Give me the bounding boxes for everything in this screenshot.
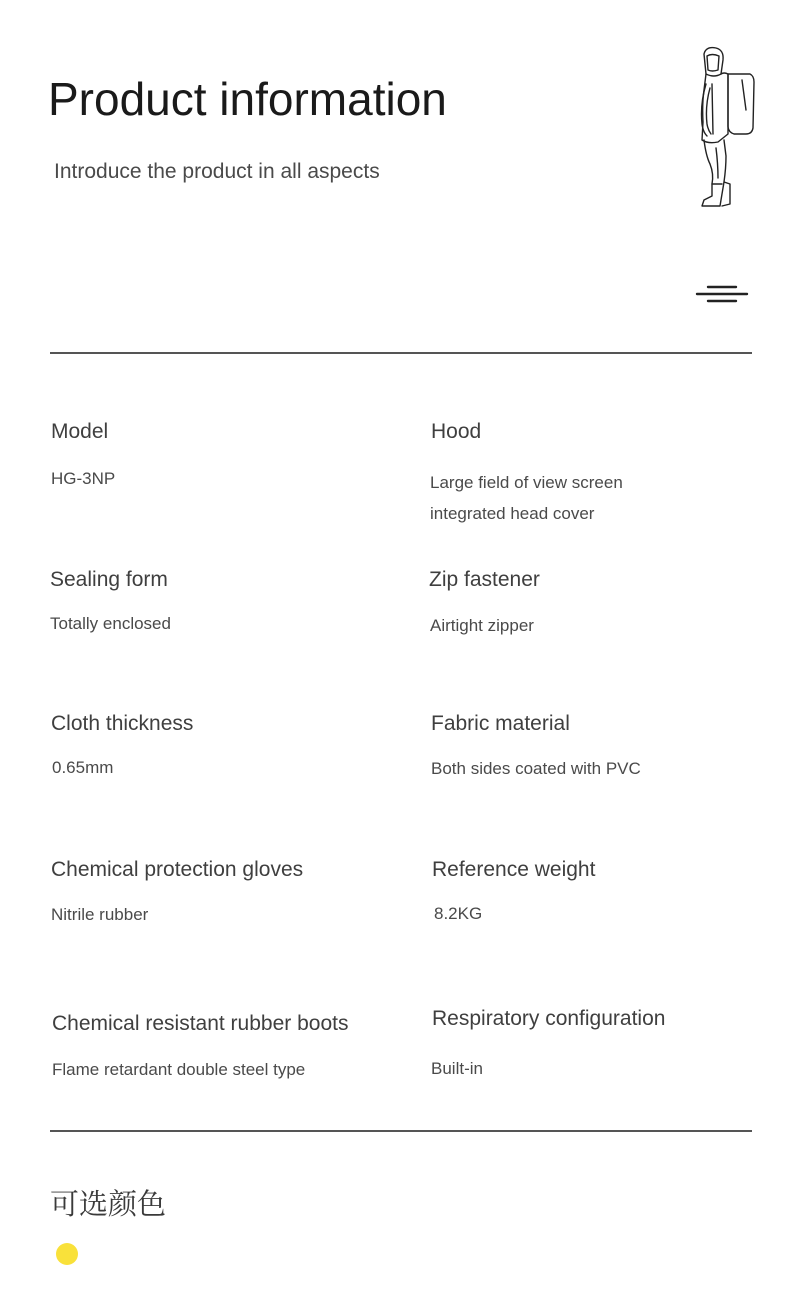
spec-label-zip-fastener: Zip fastener [429, 568, 540, 591]
spec-value-model: HG-3NP [51, 469, 116, 488]
spec-value-zip-fastener: Airtight zipper [430, 616, 534, 635]
spec-value-cloth-thickness: 0.65mm [52, 758, 114, 777]
spec-label-gloves: Chemical protection gloves [51, 858, 304, 881]
spec-value-gloves: Nitrile rubber [51, 905, 149, 924]
spec-value-hood-line2: integrated head cover [430, 504, 595, 523]
top-divider [50, 352, 752, 354]
bottom-divider [50, 1130, 752, 1132]
spec-label-fabric-material: Fabric material [431, 712, 570, 735]
color-options-title: 可选颜色 [50, 1187, 167, 1221]
spec-label-hood: Hood [431, 420, 482, 443]
spec-value-fabric-material: Both sides coated with PVC [431, 759, 641, 778]
menu-lines-icon[interactable] [694, 284, 750, 306]
spec-value-reference-weight: 8.2KG [434, 904, 483, 923]
spec-value-respiratory: Built-in [431, 1059, 483, 1078]
spec-label-reference-weight: Reference weight [432, 858, 596, 881]
protective-suit-person-icon [690, 44, 762, 214]
page-subtitle: Introduce the product in all aspects [54, 160, 380, 183]
spec-label-respiratory: Respiratory configuration [432, 1007, 666, 1030]
spec-value-sealing-form: Totally enclosed [50, 614, 171, 633]
spec-label-rubber-boots: Chemical resistant rubber boots [52, 1012, 349, 1035]
spec-label-sealing-form: Sealing form [50, 568, 168, 591]
spec-value-hood-line1: Large field of view screen [430, 473, 623, 492]
spec-label-model: Model [51, 420, 109, 443]
page-title: Product information [48, 73, 447, 125]
spec-value-rubber-boots: Flame retardant double steel type [52, 1060, 306, 1079]
color-swatch-yellow[interactable] [56, 1243, 78, 1265]
spec-label-cloth-thickness: Cloth thickness [51, 712, 194, 735]
